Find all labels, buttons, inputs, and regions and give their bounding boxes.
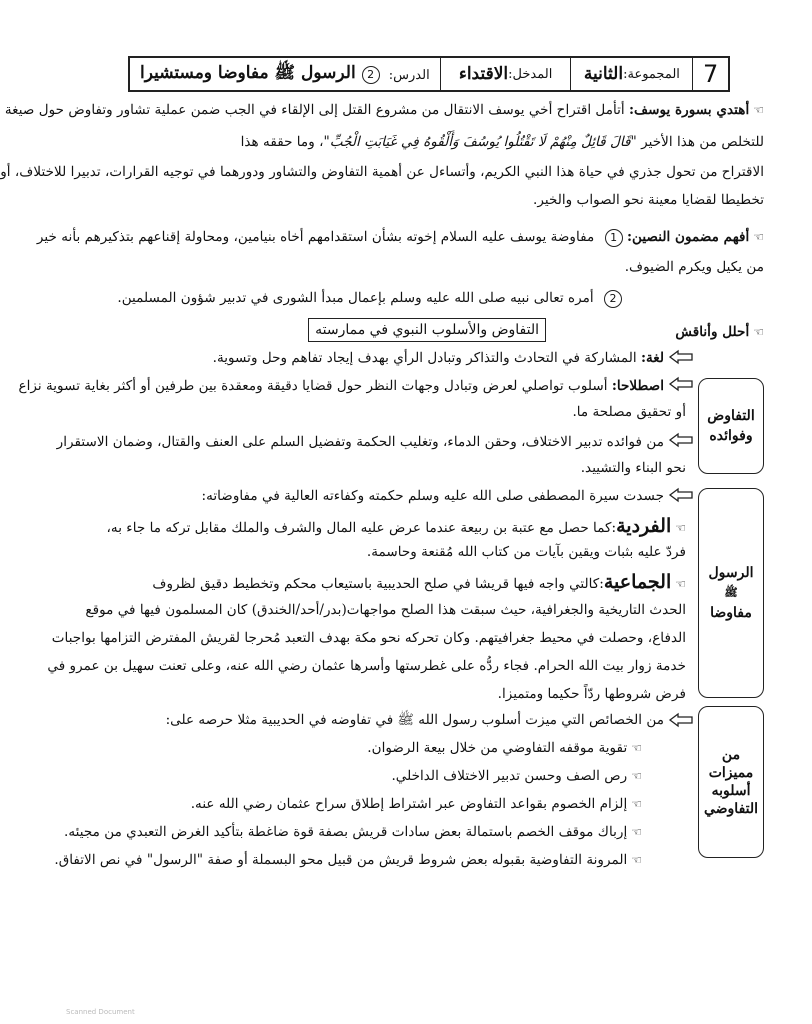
benefit-line-2 bbox=[80, 454, 686, 482]
istilah-line-1 bbox=[18, 372, 664, 400]
jamaiya-line-5 bbox=[80, 680, 686, 708]
section3-label-line3: أسلوبه bbox=[711, 783, 751, 799]
section3-intro: من الخصائص التي ميزت أسلوب رسول الله ﷺ في تفاوضه في الحديبية مثلا حرصه على: bbox=[165, 712, 664, 728]
hand-bullet-icon: ☜ bbox=[631, 853, 642, 867]
istilah-text-1: أسلوب تواصلي لعرض وتبادل وجهات النظر حول قضايا دقيقة ومعقدة بين طرفين أو أكثر بغاية تسوية نزاع bbox=[18, 378, 608, 394]
feature-item-text: رص الصف وحسن تدبير الاختلاف الداخلي. bbox=[391, 768, 628, 784]
section3-label-line2: مميزات bbox=[708, 765, 754, 781]
understand-line-2 bbox=[80, 253, 764, 281]
lesson-number-cell bbox=[692, 58, 728, 90]
understand-text-1: مفاوضة يوسف عليه السلام إخوته بشأن استقدامهم أخاه بنيامين، ومحاولة إقناعهم بتذكيرهم بأنه خير bbox=[36, 229, 595, 245]
jamaiya-text-3: الدفاع، وحصلت في محيط جغرافيتهم. وكان تحركه نحو مكة بهدف التعبد مُحرجا لقريش المفترض التزامها بواجبات bbox=[51, 630, 686, 646]
pointing-hand-icon: ☜ bbox=[753, 325, 764, 339]
hand-bullet-icon: ☜ bbox=[631, 825, 642, 839]
circled-number-1: 1 bbox=[605, 229, 623, 247]
intro-text-2a: للتخلص من هذا الأخير bbox=[641, 134, 764, 150]
section1-label-line1: التفاوض bbox=[707, 408, 755, 424]
fardiya-text-2: فردّ عليه بثبات ويقين بآيات من كتاب الله مُقنعة وحاسمة. bbox=[366, 544, 686, 560]
fardiya-label: الفردية bbox=[616, 515, 672, 537]
section3-intro-line bbox=[80, 706, 664, 734]
pointing-hand-icon: ☜ bbox=[675, 577, 686, 591]
feature-item bbox=[80, 790, 642, 818]
jamaiya-text-4: خدمة زوار بيت الله الحرام. فجاء ردُّه على غطرستها وأسرها عثمان رضي الله عنه، وعلى تعنت سهيل بن عمرو في bbox=[47, 658, 686, 674]
jamaiya-line-2 bbox=[80, 596, 686, 624]
section2-label-line2: ﷺ bbox=[724, 586, 738, 599]
intro-text-3: الاقتراح من تحول جذري في حياة هذا النبي الكريم، وأتساءل عن أهمية التفاوض والتشاور ودورهما في توجيه القرارات، تدبيرا للاختلاف، أو bbox=[0, 164, 764, 180]
hand-bullet-icon: ☜ bbox=[631, 741, 642, 755]
jamaiya-label: الجماعية bbox=[603, 571, 672, 593]
istilah-label: اصطلاحا: bbox=[611, 378, 664, 394]
arrow-left-icon bbox=[668, 349, 694, 365]
jamaiya-line-3 bbox=[51, 624, 686, 652]
feature-item-text: إلزام الخصوم بقواعد التفاوض عبر اشتراط إطلاق سراح عثمان رضي الله عنه. bbox=[190, 796, 628, 812]
benefit-line-1 bbox=[56, 428, 664, 456]
arrow-left-icon bbox=[668, 376, 694, 392]
feature-item bbox=[80, 762, 642, 790]
lugha-text: المشاركة في التحادث والتذاكر وتبادل الرأي بهدف إيجاد تفاهم وحل وتسوية. bbox=[212, 350, 637, 366]
jamaiya-text-1: :كالتي واجه فيها قريشا في صلح الحديبية باستيعاب محكم وتخطيط دقيق لظروف bbox=[152, 576, 604, 592]
scan-watermark: Scanned Document bbox=[66, 1008, 135, 1016]
circled-number-2: 2 bbox=[604, 290, 622, 308]
section-prophet-negotiator-label bbox=[698, 488, 764, 698]
understand-lead: أفهم مضمون النصين: bbox=[626, 229, 750, 245]
jamaiya-line-4 bbox=[47, 652, 686, 680]
benefit-text-1: من فوائده تدبير الاختلاف، وحقن الدماء، وتغليب الحكمة وتفضيل السلم على العنف والقتال، وضمان الاستقرار bbox=[56, 434, 664, 450]
fardiya-line-2 bbox=[80, 538, 686, 566]
group-value: الثانية bbox=[583, 64, 624, 84]
hand-bullet-icon: ☜ bbox=[631, 797, 642, 811]
hand-bullet-icon: ☜ bbox=[631, 769, 642, 783]
jamaiya-text-5: فرض شروطها ردّاً حكيما ومتميزا. bbox=[497, 686, 686, 702]
pointing-hand-icon: ☜ bbox=[753, 103, 764, 117]
lesson-circled-number: 2 bbox=[362, 66, 380, 84]
intro-lead: أهتدي بسورة يوسف: bbox=[629, 102, 750, 118]
intro-line-2 bbox=[80, 128, 764, 156]
istilah-text-2: أو تحقيق مصلحة ما. bbox=[572, 404, 686, 420]
section-negotiation-label bbox=[698, 378, 764, 474]
lesson-title: الرسول ﷺ مفاوضا ومستشيرا bbox=[140, 62, 356, 83]
section2-label-line3: مفاوضا bbox=[710, 605, 752, 621]
lugha-label: لغة: bbox=[640, 350, 664, 366]
section3-label-line1: من bbox=[721, 747, 741, 763]
intro-text-1: أتأمل اقتراح أخي يوسف الانتقال من مشروع القتل إلى الإلقاء في الجب ضمن عملية تشاور وتفاوض حول صيغة bbox=[4, 102, 625, 118]
group-cell bbox=[570, 58, 692, 90]
section2-intro: جسدت سيرة المصطفى صلى الله عليه وسلم حكمته وكفاءته العالية في مفاوضاته: bbox=[201, 488, 664, 504]
intro-text-4: تخطيطا لقضايا معينة نحو الصواب والخير. bbox=[533, 192, 764, 208]
pointing-hand-icon: ☜ bbox=[753, 230, 764, 244]
feature-item-text: تقوية موقفه التفاوضي من خلال بيعة الرضوان. bbox=[367, 740, 628, 756]
lesson-number: 7 bbox=[703, 60, 719, 88]
lesson-header bbox=[128, 56, 730, 92]
understand-text-3: أمره تعالى نبيه صلى الله عليه وسلم بإعمال مبدأ الشورى في تدبير شؤون المسلمين. bbox=[117, 290, 594, 306]
intro-line-1 bbox=[4, 96, 764, 124]
pointing-hand-icon: ☜ bbox=[675, 521, 686, 535]
feature-item bbox=[64, 818, 642, 846]
intro-line-4 bbox=[80, 186, 764, 214]
intro-line-3 bbox=[0, 158, 764, 186]
benefit-text-2: نحو البناء والتشييد. bbox=[580, 460, 686, 476]
understand-text-2: من يكيل ويكرم الضيوف. bbox=[624, 259, 764, 275]
intro-quran-quote: "قَالَ قَائِلٌ مِنْهُمْ لَا تَقْتُلُوا يُوسُفَ وَأَلْقُوهُ فِي غَيَابَتِ الْجُبِّ" bbox=[323, 134, 637, 150]
entry-label: المدخل: bbox=[508, 66, 553, 82]
istilah-line-2 bbox=[80, 398, 686, 426]
entry-cell bbox=[440, 58, 571, 90]
lesson-cell bbox=[130, 58, 440, 90]
section2-intro-line bbox=[80, 482, 664, 510]
jamaiya-line-1 bbox=[80, 568, 686, 598]
jamaiya-text-2: الحدث التاريخية والجغرافية، حيث سبقت هذا الصلح مواجهات(بدر/أحد/الخندق) كان المسلمون فيها في موقع bbox=[85, 602, 686, 618]
feature-item bbox=[80, 734, 642, 762]
understand-line-1 bbox=[36, 223, 764, 251]
section-features-label bbox=[698, 706, 764, 858]
arrow-left-icon bbox=[668, 712, 694, 728]
analyze-lead-line bbox=[544, 318, 764, 346]
group-label: المجموعة: bbox=[623, 66, 680, 82]
feature-item-text: إرباك موقف الخصم باستمالة بعض سادات قريش بصفة قوة ضاغطة بتأكيد الغرض التعبدي من مجيئه. bbox=[64, 824, 628, 840]
section3-label-line4: التفاوضي bbox=[703, 801, 759, 817]
analyze-title-box: التفاوض والأسلوب النبوي في ممارسته bbox=[308, 318, 546, 342]
section2-label-line1: الرسول bbox=[708, 565, 754, 581]
understand-line-3 bbox=[80, 284, 622, 312]
arrow-left-icon bbox=[668, 487, 694, 503]
feature-item bbox=[54, 846, 642, 874]
entry-value: الاقتداء bbox=[458, 64, 509, 84]
intro-text-2b: ، وما حققه هذا bbox=[240, 134, 324, 150]
section1-label-line2: وفوائده bbox=[709, 428, 753, 444]
arrow-left-icon bbox=[668, 432, 694, 448]
lugha-line bbox=[80, 344, 664, 372]
feature-item-text: المرونة التفاوضية بقبوله بعض شروط قريش من قبيل محو البسملة أو صفة "الرسول" في نص الاتفاق. bbox=[54, 852, 628, 868]
analyze-lead: أحلل وأناقش bbox=[675, 324, 750, 340]
fardiya-text-1: :كما حصل مع عتبة بن ربيعة عندما عرض عليه المال والشرف والملك مقابل تركه ما جاء به، bbox=[106, 520, 617, 536]
lesson-label: الدرس: bbox=[388, 68, 430, 84]
